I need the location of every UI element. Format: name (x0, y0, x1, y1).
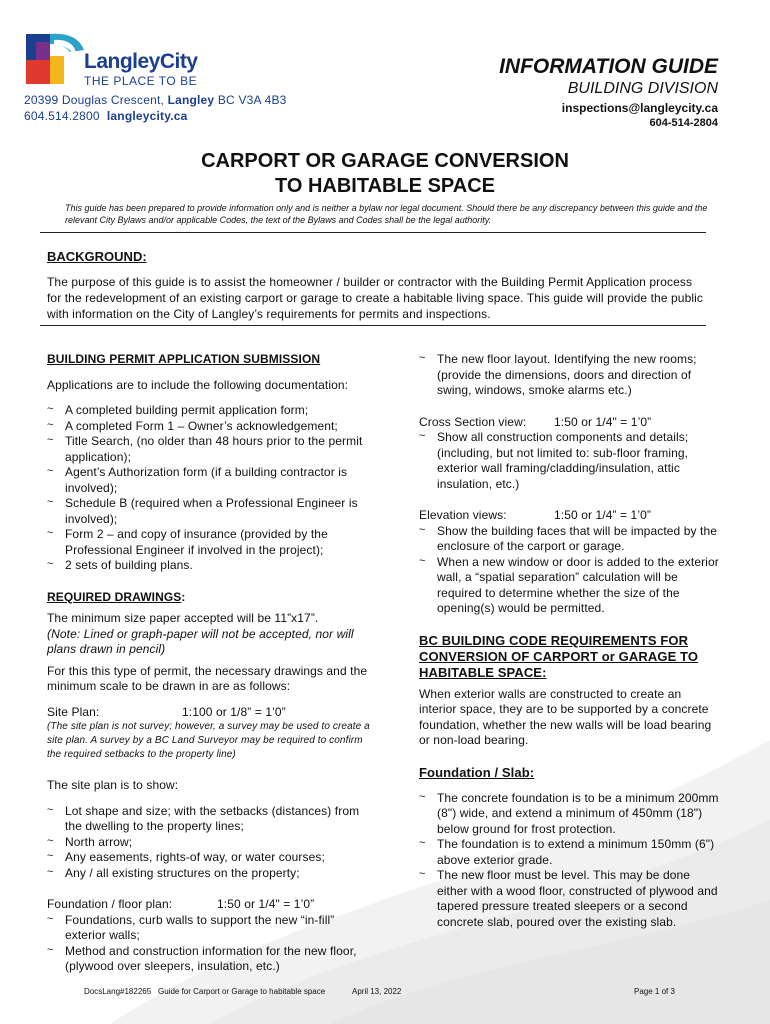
site-plan-list (47, 804, 377, 882)
left-column (47, 352, 377, 975)
list-item: ~ The new floor layout. Identifying the new rooms;(provide the dimensions, doors and direction of swing, windows, smoke alarms etc.) (419, 352, 719, 399)
paper-note: (Note: Lined or graph-paper will not be accepted, nor will plans drawn in pencil) (47, 626, 354, 656)
divider (40, 232, 706, 233)
guide-title: INFORMATION GUIDE (499, 55, 718, 78)
list-item: ~ Method and construction information for the new floor, (plywood over sleepers, insulation, etc.) (47, 944, 377, 975)
list-item: ~ Title Search, (no older than 48 hours prior to the permit application); (47, 434, 377, 465)
foundation-list (419, 791, 719, 931)
list-item: ~ Lot shape and size; with the setbacks (distances) from the dwelling to the property lines; (47, 804, 377, 835)
cross-section-list (419, 430, 719, 492)
scale-intro: For this this type of permit, the necessary drawings and the minimum scale to be drawn in are as follows: (47, 663, 368, 693)
code-requirements-text: When exterior walls are constructed to create an interior space, they are to be supported by a concrete foundation, whether the new walls will be load bearing or non-load bearing. (419, 686, 712, 747)
submission-heading: BUILDING PERMIT APPLICATION SUBMISSION (47, 352, 321, 366)
address-street: 20399 Douglas Crescent, (24, 93, 168, 107)
drawings-heading (47, 590, 377, 606)
site-plan-note: (The site plan is not survey; however, a survey may be used to create a site plan. A survey by a BC Land Surveyor may be required to confirm the required setbacks to the property line) (47, 721, 370, 760)
address-website: langleycity.ca (106, 109, 188, 123)
logo-mark-icon (22, 30, 92, 86)
site-plan-scale: 1:100 or 1/8” = 1’0” (182, 704, 286, 719)
logo-tagline: THE PLACE TO BE (84, 74, 198, 88)
cross-section-label: Cross Section view: (419, 414, 527, 429)
code-requirements-heading: BC BUILDING CODE REQUIREMENTS FOR CONVERSION OF CARPORT or GARAGE TO HABITABLE SPACE: (419, 632, 699, 680)
list-item: ~ Any easements, rights-of way, or water courses; (47, 850, 377, 866)
logo-name: LangleyCity (84, 50, 198, 73)
list-item: ~ The foundation is to extend a minimum 150mm (6") above exterior grade. (419, 837, 719, 868)
elevation-list (419, 524, 719, 617)
list-item: ~ A completed Form 1 – Owner’s acknowledgement; (47, 419, 377, 435)
drawings-heading-text: REQUIRED DRAWINGS (47, 589, 182, 604)
footer-doc-id: DocsLang#182265 (84, 987, 152, 996)
elevation-scale-row (419, 508, 719, 524)
elevation-label: Elevation views: (419, 508, 507, 522)
list-item: ~ 2 sets of building plans. (47, 558, 377, 574)
page-title (0, 149, 770, 199)
division-name: BUILDING DIVISION (567, 80, 718, 97)
contact-email: inspections@langleycity.ca (561, 101, 718, 115)
submission-intro: Applications are to include the following documentation: (47, 377, 349, 392)
floor-plan-scale-row (47, 897, 377, 913)
list-item: ~ Form 2 – and copy of insurance (provided by the Professional Engineer if involved in the project); (47, 527, 377, 558)
site-plan-show: The site plan is to show: (47, 778, 179, 792)
list-item: ~ Agent’s Authorization form (if a building contractor is involved); (47, 465, 377, 496)
list-item: ~ Show all construction components and details; (including, but not limited to: sub-floor framing, exterior wall framing/cladding/insulation, attic insulation, etc.) (419, 430, 719, 492)
list-item: ~ Any / all existing structures on the property; (47, 866, 377, 882)
disclaimer: This guide has been prepared to provide information only and is neither a bylaw nor legal document. Should there be any discrepancy between this guide and the relevant City Bylaws and/or applicable Codes, the text of the Bylaws and Codes shall be the legal authority. (65, 203, 708, 225)
elevation-scale: 1:50 or 1/4” = 1’0” (554, 508, 651, 522)
footer-page-number: Page 1 of 3 (634, 987, 675, 996)
city-address (24, 92, 287, 124)
list-item: ~ Foundations, curb walls to support the new “in-fill” exterior walls; (47, 913, 377, 944)
footer-date: April 13, 2022 (352, 987, 402, 996)
floor-plan-list (47, 913, 377, 975)
cross-section-scale-row (419, 415, 719, 431)
list-item: ~ A completed building permit application form; (47, 403, 377, 419)
list-item: ~ Show the building faces that will be impacted by the enclosure of the carport or garage. (419, 524, 719, 555)
drawings-heading-colon: : (181, 589, 186, 604)
address-city: Langley (167, 93, 215, 107)
list-item: ~ The concrete foundation is to be a minimum 200mm (8") wide, and extend a minimum of 450mm (18") below ground for frost protection. (419, 791, 719, 838)
floor-plan-scale: 1:50 or 1/4" = 1’0” (217, 897, 315, 911)
cross-section-scale: 1:50 or 1/4" = 1’0” (554, 414, 652, 429)
title-line-1: CARPORT OR GARAGE CONVERSION (201, 150, 569, 172)
list-item: ~ Schedule B (required when a Professional Engineer is involved); (47, 496, 377, 527)
address-phone: 604.514.2800 (24, 109, 100, 123)
divider (40, 325, 706, 326)
site-plan-scale-row (47, 705, 377, 721)
footer-doc-name: Guide for Carport or Garage to habitable space (158, 987, 326, 996)
list-item: ~ When a new window or door is added to the exterior wall, a “spatial separation” calculation will be required to determine whether the size of the opening(s) would be permitted. (419, 555, 719, 617)
title-line-2: TO HABITABLE SPACE (274, 175, 495, 197)
background-heading: BACKGROUND: (47, 249, 147, 264)
site-plan-label: Site Plan: (47, 704, 100, 719)
foundation-heading: Foundation / Slab: (419, 764, 535, 780)
address-postal: BC V3A 4B3 (214, 93, 287, 107)
floor-plan-label: Foundation / floor plan: (47, 897, 173, 911)
contact-phone: 604-514-2804 (649, 117, 718, 129)
floor-plan-list-cont (419, 352, 719, 399)
right-column (419, 352, 719, 930)
submission-list (47, 403, 377, 574)
min-paper-size: The minimum size paper accepted will be 11”x17”. (47, 611, 319, 625)
langley-city-logo (22, 30, 222, 92)
background-text: The purpose of this guide is to assist the homeowner / builder or contractor with the Building Permit Application process for the redevelopment of an existing carport or garage to create a habitable living space. This guide will provide the public with information on the City of Langley’s requirements for permits and inspections. (47, 275, 703, 321)
list-item: ~ The new floor must be level. This may be done either with a wood floor, constructed of plywood and tapered pressure treated sleepers or a second concrete slab, poured over the existing slab. (419, 868, 719, 930)
list-item: ~ North arrow; (47, 835, 377, 851)
